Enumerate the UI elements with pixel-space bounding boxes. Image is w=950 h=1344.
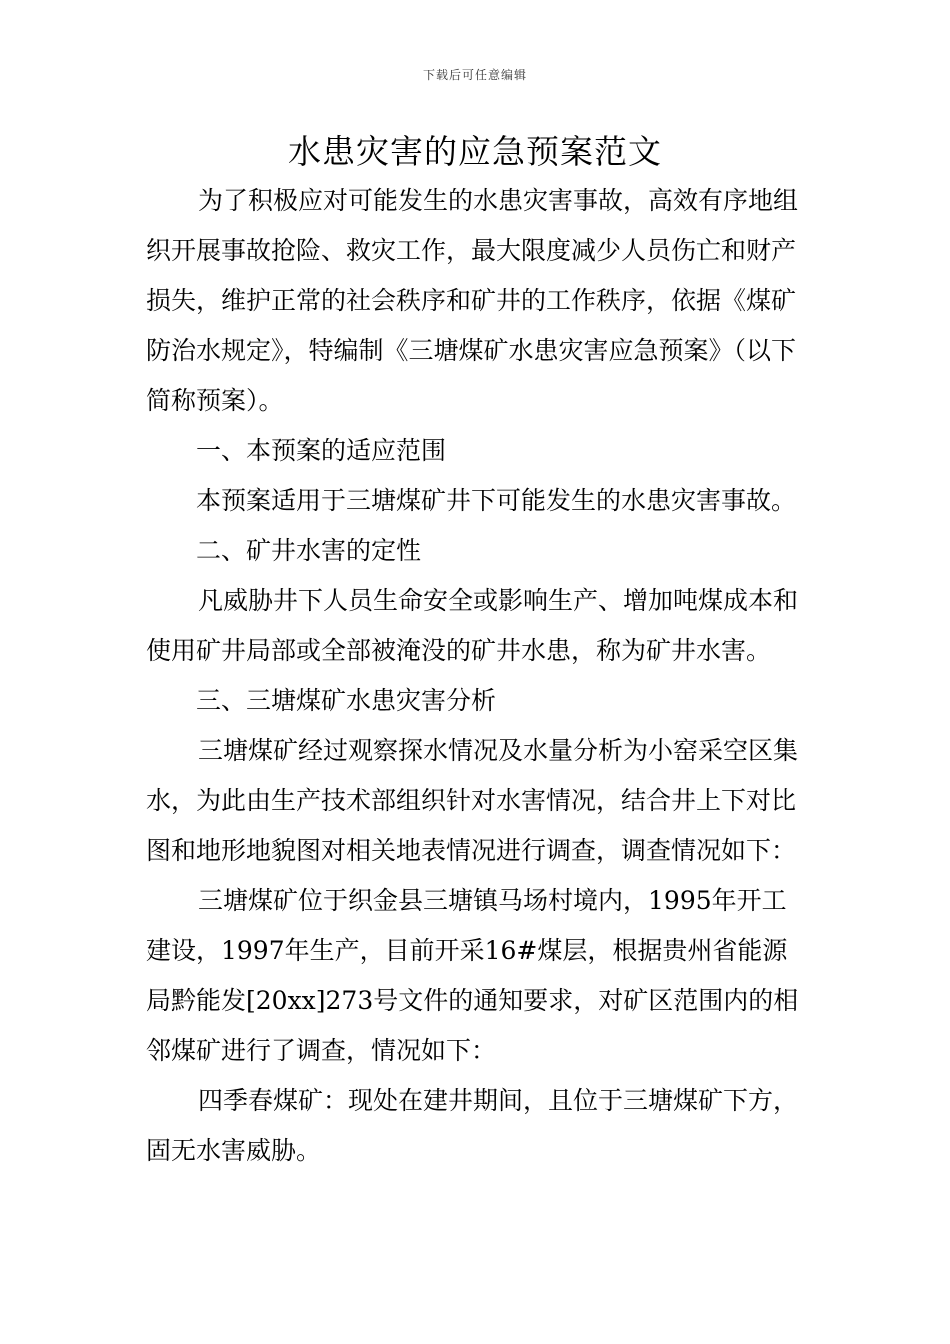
- section-heading-definition: 二、矿井水害的定性: [196, 536, 422, 565]
- paragraph-siji-chun: 四季春煤矿：现处在建井期间，且位于三塘煤矿下方，固无水害威胁。: [146, 1086, 799, 1165]
- paragraph-intro: 为了积极应对可能发生的水患灾害事故，高效有序地组织开展事故抢险、救灾工作，最大限度减少人员伤亡和财产损失，维护正常的社会秩序和矿井的工作秩序，依据《煤矿防治水规定》，特编制《三塘煤矿水患灾害应急预案》（以下简称预案）。: [146, 186, 799, 415]
- header-note: 下载后可任意编辑: [422, 68, 527, 82]
- document-title: 水患灾害的应急预案范文: [288, 132, 662, 171]
- paragraph-location: 三塘煤矿位于织金县三塘镇马场村境内，1995年开工建设，1997年生产，目前开采16#煤层，根据贵州省能源局黔能发[20xx]273号文件的通知要求，对矿区范围内的相邻煤矿进行了调查，情况如下：: [146, 886, 799, 1065]
- paragraph-definition: 凡威胁井下人员生命安全或影响生产、增加吨煤成本和使用矿井局部或全部被淹没的矿井水患，称为矿井水害。: [146, 586, 799, 665]
- section-heading-analysis: 三、三塘煤矿水患灾害分析: [196, 686, 497, 715]
- document-body: [146, 176, 810, 1176]
- section-heading-scope: 一、本预案的适应范围: [196, 436, 447, 465]
- paragraph-scope: 本预案适用于三塘煤矿井下可能发生的水患灾害事故。: [196, 486, 797, 515]
- paragraph-analysis: 三塘煤矿经过观察探水情况及水量分析为小窑采空区集水，为此由生产技术部组织针对水害情况，结合井上下对比图和地形地貌图对相关地表情况进行调查，调查情况如下：: [146, 736, 799, 865]
